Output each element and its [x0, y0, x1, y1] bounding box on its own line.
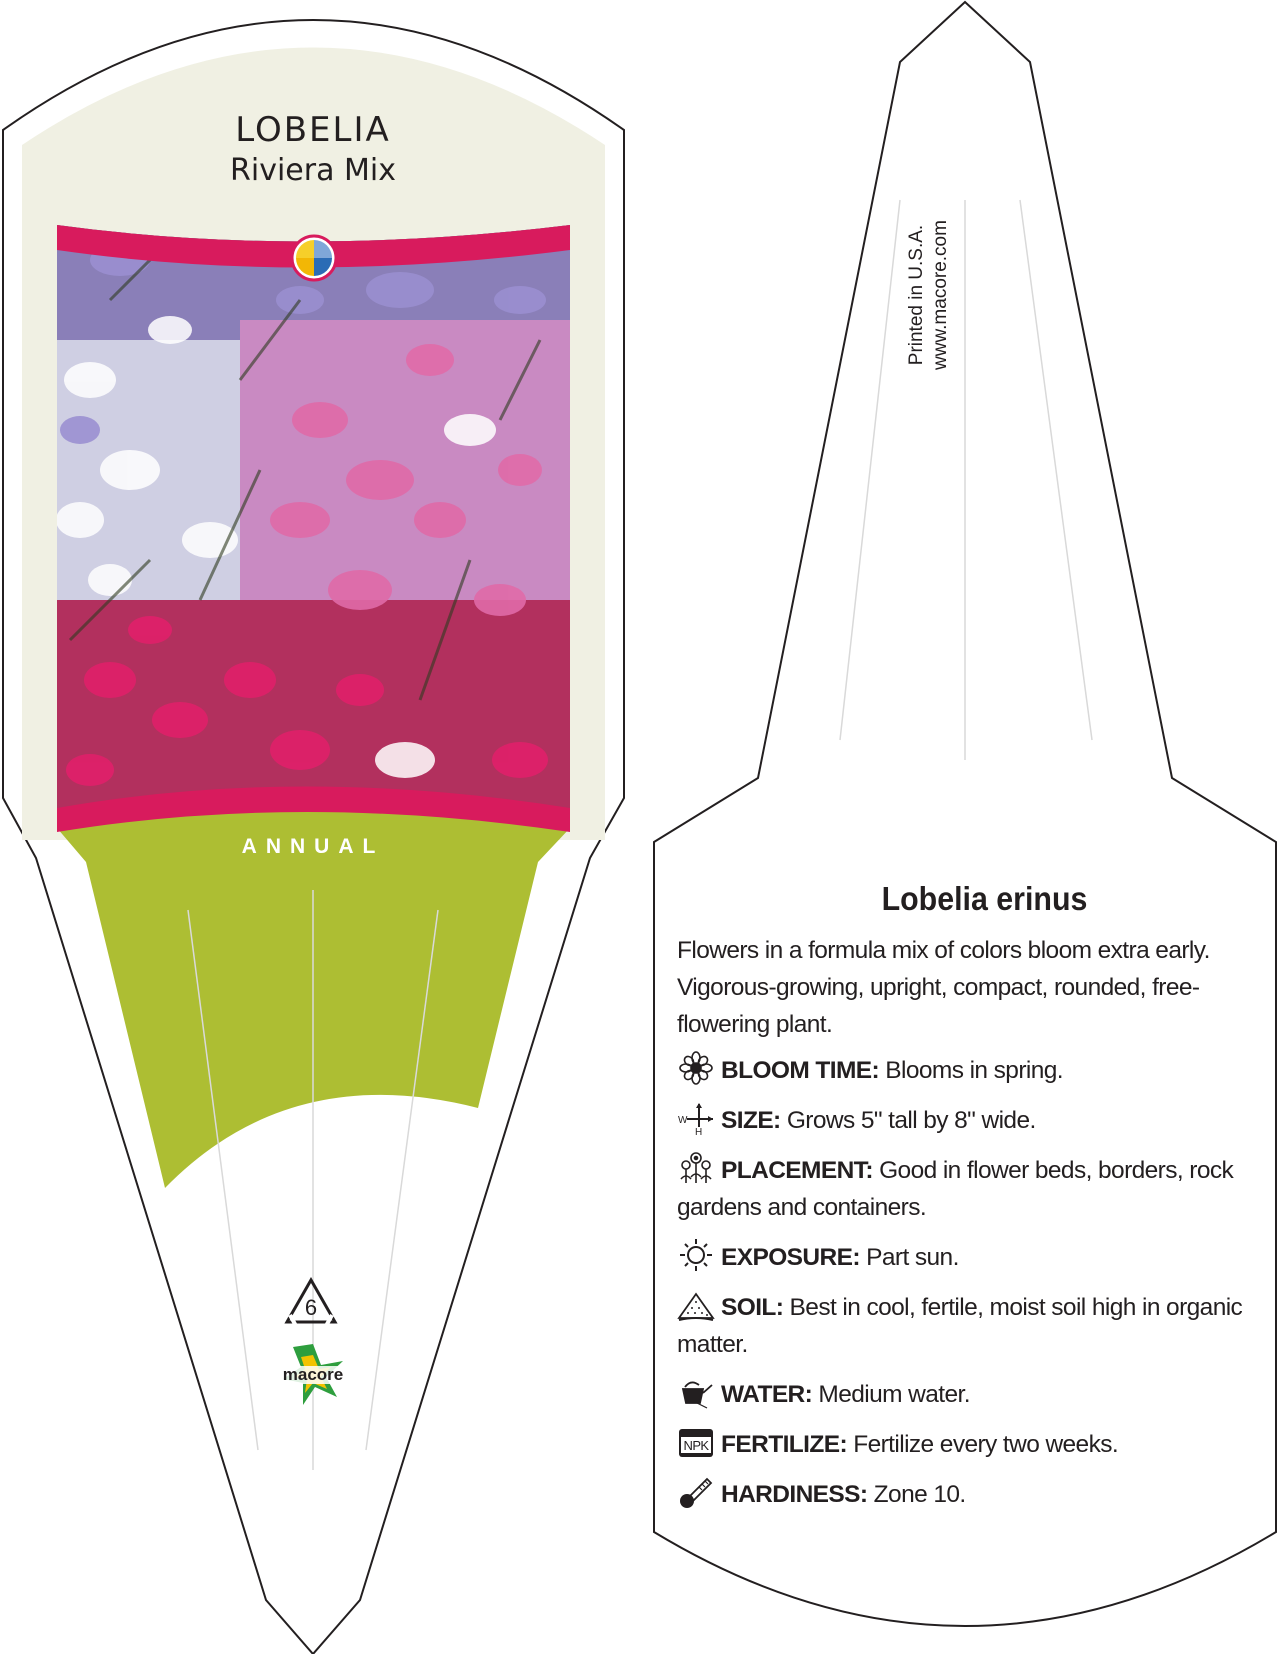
placement-row: PLACEMENT: Good in flower beds, borders, rock gardens and containers. — [677, 1151, 1252, 1226]
plants-icon — [677, 1151, 715, 1185]
recycle-number: 6 — [304, 1295, 318, 1320]
plant-variety: Riviera Mix — [230, 153, 396, 188]
exposure-row: EXPOSURE: Part sun. — [677, 1238, 1252, 1276]
website-url: www.macore.com — [930, 220, 951, 370]
printed-info — [905, 185, 965, 405]
printed-country: Printed in U.S.A. — [906, 224, 927, 366]
svg-text:H: H — [695, 1127, 702, 1135]
size-arrows-icon — [677, 1101, 715, 1135]
flower-photo — [56, 220, 572, 832]
water-row: WATER: Medium water. — [677, 1375, 1252, 1413]
thermometer-icon — [677, 1475, 715, 1509]
size-row: W H SIZE: Grows 5" tall by 8" wide. — [677, 1101, 1252, 1139]
svg-text:W: W — [678, 1115, 687, 1126]
plant-title: LOBELIA — [235, 110, 391, 150]
care-info-panel — [677, 880, 1252, 1525]
scientific-name: Lobelia erinus — [881, 880, 1088, 917]
plant-description: Flowers in a formula mix of colors bloom extra early. Vigorous-growing, upright, compact, rounded, free-flowering plant. — [677, 937, 1210, 1038]
soil-icon — [677, 1288, 715, 1322]
hardiness-row: HARDINESS: Zone 10. — [677, 1475, 1252, 1513]
fertilize-row: NPK FERTILIZE: Fertilize every two weeks. — [677, 1425, 1252, 1463]
watering-can-icon — [677, 1375, 715, 1409]
recycle-icon — [282, 1277, 340, 1329]
logo-text: macore — [282, 1365, 344, 1384]
color-wheel-icon — [292, 236, 336, 280]
npk-icon — [677, 1425, 715, 1459]
macore-logo — [270, 1342, 356, 1408]
svg-text:NPK: NPK — [683, 1438, 709, 1453]
bloom-time-row: BLOOM TIME: Blooms in spring. — [677, 1051, 1252, 1089]
flower-icon — [677, 1051, 715, 1085]
soil-row: SOIL: Best in cool, fertile, moist soil high in organic matter. — [677, 1288, 1252, 1363]
category-label: ANNUAL — [241, 835, 385, 858]
sun-icon — [677, 1238, 715, 1272]
